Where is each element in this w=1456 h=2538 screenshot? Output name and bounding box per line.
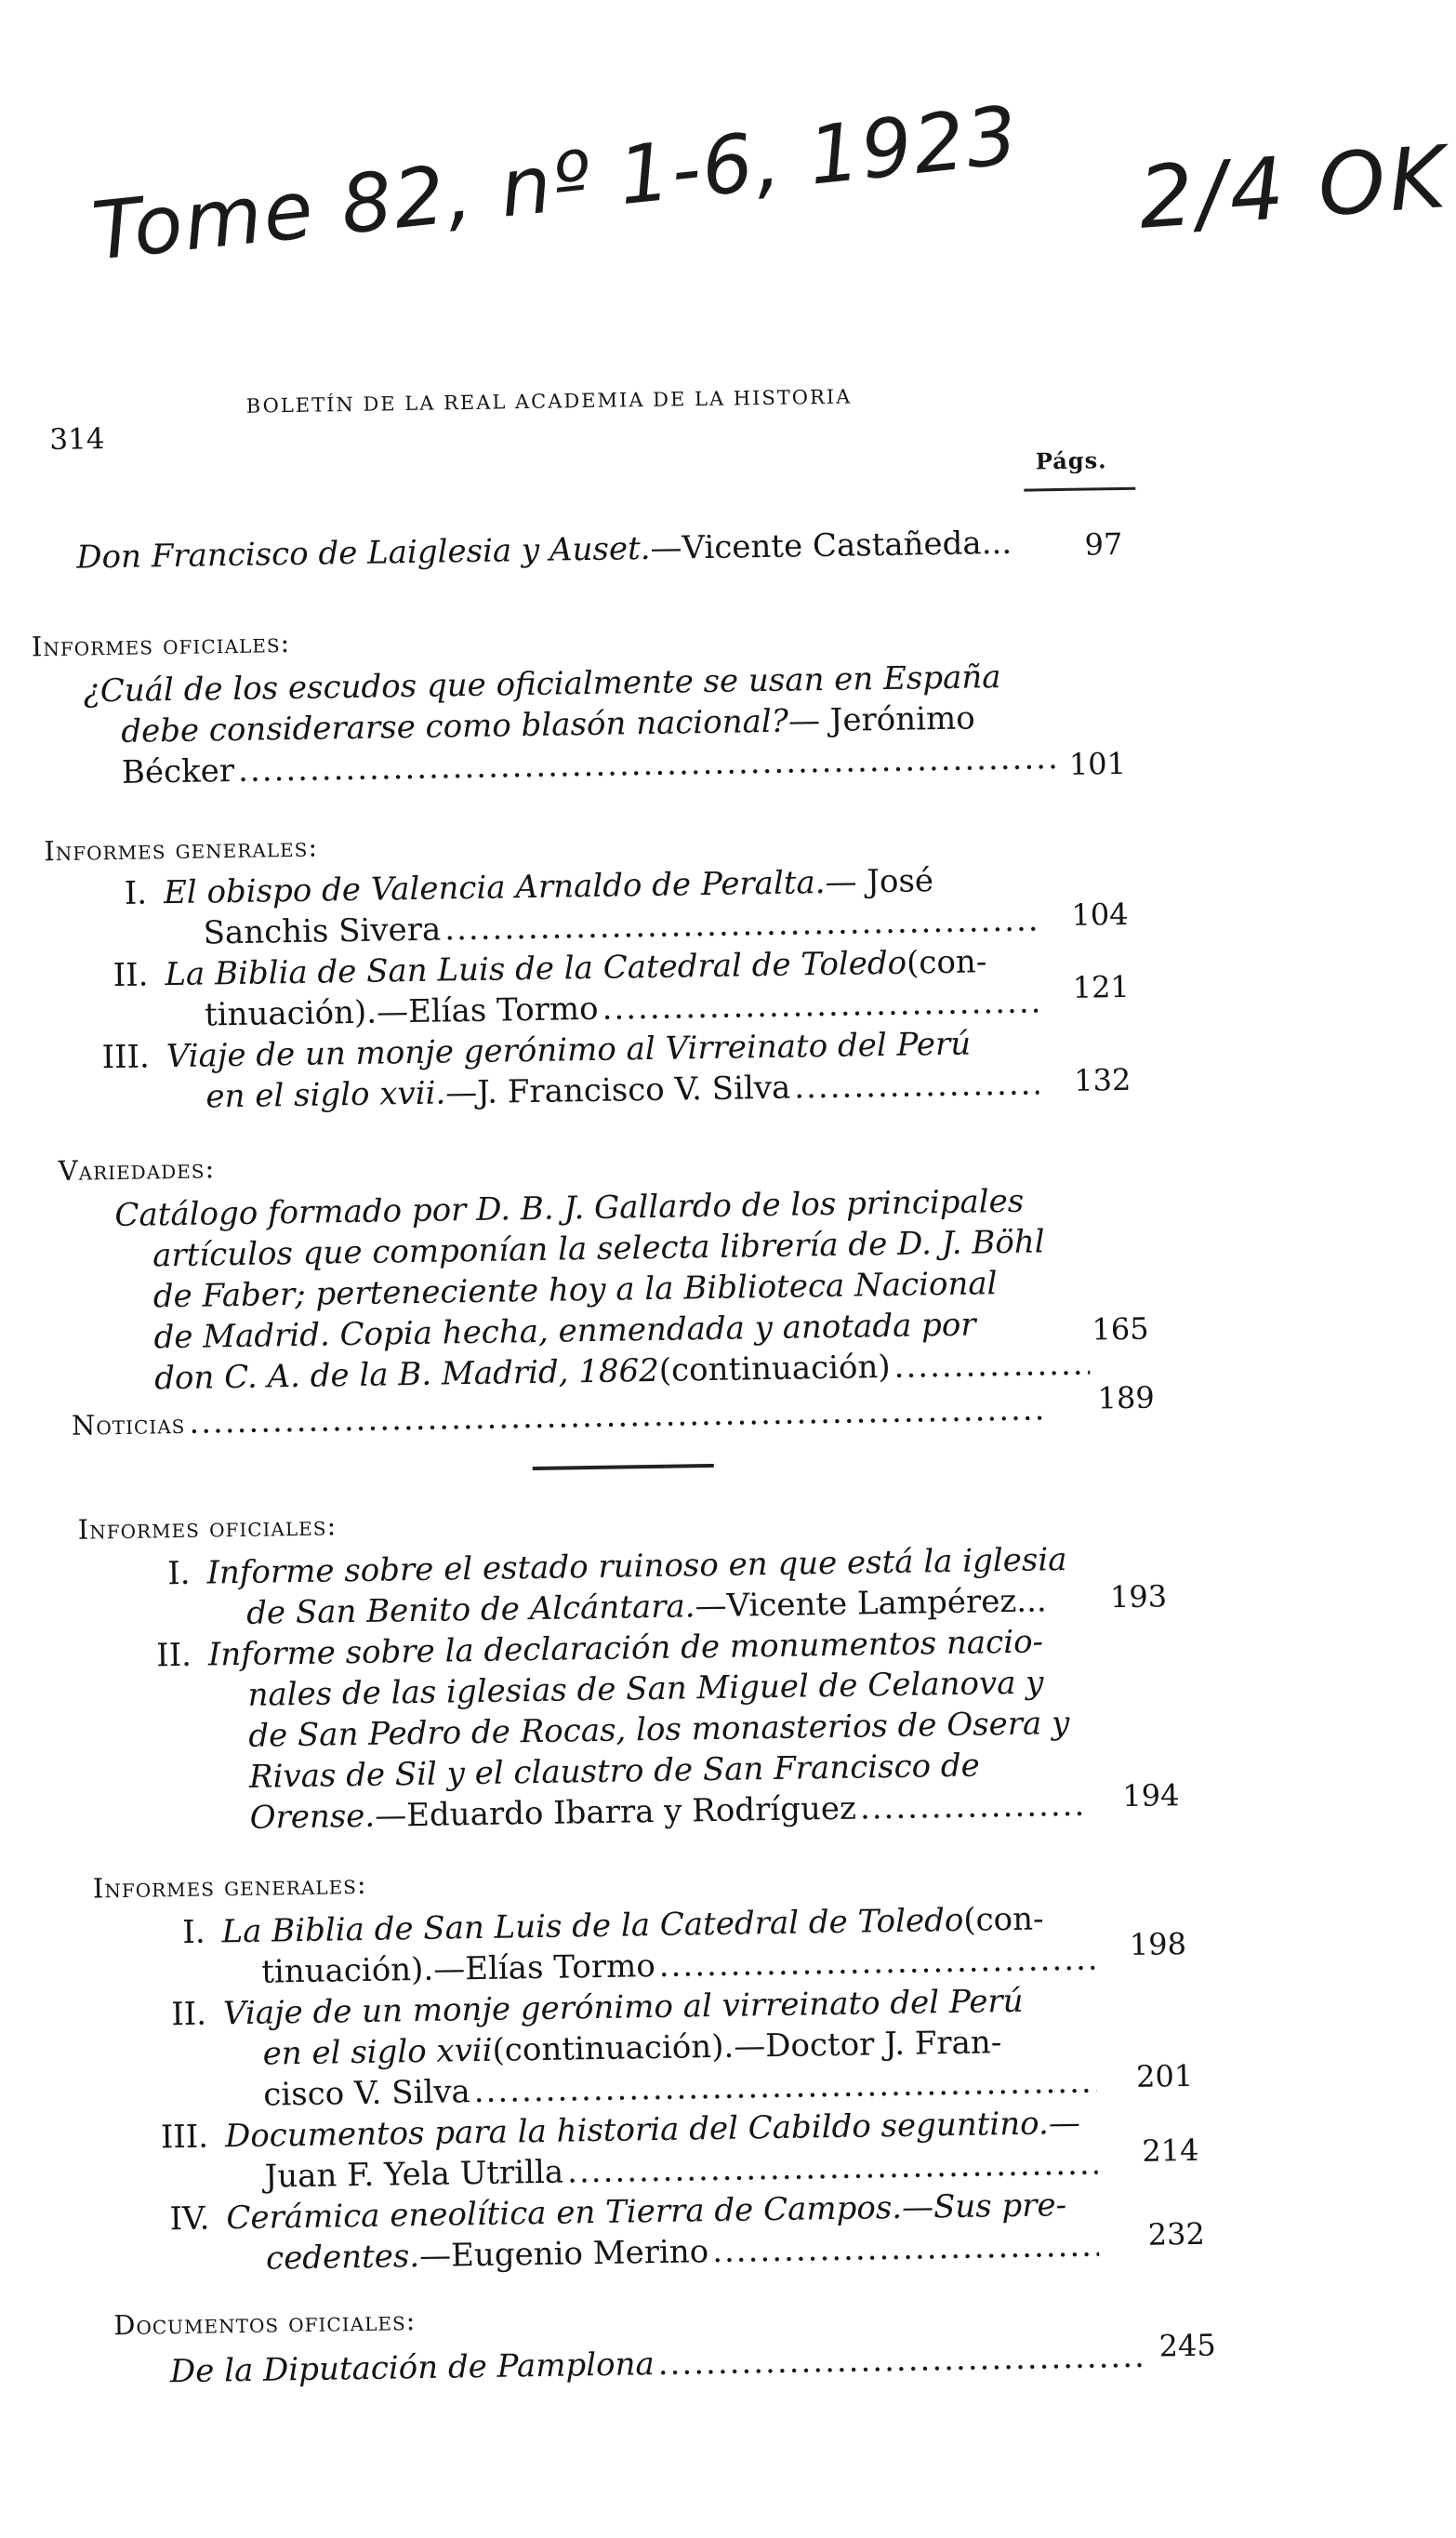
page-ref: 189 (1097, 1379, 1155, 1416)
section-heading: Variedades: (58, 1152, 216, 1187)
section-heading: Documentos oficiales: (113, 2305, 417, 2342)
toc-entry-cabildo[interactable]: III. Documentos para la historia del Cabildo seguntino.— Juan F. Yela Utrilla ..... (125, 2103, 1102, 2199)
toc-entry-noticias[interactable]: Noticias ..... (72, 1389, 1049, 1445)
toc-entry-viaje[interactable]: III. Viaje de un monje gerónimo al Virreinato del Perú en el siglo xvii. —J. Francisco V. Silva ..... (65, 1022, 1042, 1119)
page-ref: 165 (1092, 1310, 1149, 1348)
dot-leader (657, 2336, 1143, 2385)
page-ref: 101 (1068, 745, 1127, 782)
dot-leader (794, 1063, 1039, 1108)
dot-leader (860, 1785, 1083, 1829)
section-divider (533, 1464, 714, 1470)
toc-entry-pamplona[interactable]: De la Diputación de Pamplona ..... (170, 2336, 1147, 2392)
page-ref: 132 (1073, 1061, 1132, 1098)
section-heading: Informes generales: (92, 1867, 367, 1905)
page-ref: 104 (1071, 896, 1129, 933)
section-heading: Informes oficiales: (31, 627, 291, 663)
page-ref: 193 (1109, 1578, 1168, 1615)
page-ref: 194 (1122, 1777, 1180, 1814)
page-ref: 97 (1084, 525, 1123, 563)
page-ref: 214 (1142, 2132, 1199, 2169)
dot-leader (602, 981, 1038, 1029)
dot-leader (189, 1389, 1044, 1442)
dot-leader (893, 1344, 1090, 1388)
page-number: 314 (49, 422, 105, 458)
running-title: BOLETÍN DE LA REAL ACADEMIA DE LA HISTORIA (245, 385, 853, 418)
toc-entry-biblia-2[interactable]: I. La Biblia de San Luis de la Catedral de Toledo (con- tinuación).—Elías Tormo ..... (121, 1898, 1098, 1995)
section-heading: Informes generales: (44, 830, 319, 868)
section-heading: Informes oficiales: (77, 1509, 338, 1546)
page-ref: 245 (1158, 2327, 1216, 2364)
handwritten-status-note: 2/4 OK (1135, 126, 1452, 248)
pags-rule (1024, 487, 1135, 492)
dot-leader (658, 1939, 1094, 1987)
toc-entry-monumentos[interactable]: II. Informe sobre la declaración de monumentos nacio- nales de las iglesias de San Miguel de Celanova y de San Pedro de Rocas, los monasterios de Osera y Rivas de Sil y el claustro de San Francisco de Orense. —Eduardo Ibarra y Rodríguez ..... (108, 1621, 1087, 1840)
handwritten-volume-note: Tome 82, nº 1-6, 1923 (87, 88, 1024, 279)
toc-entry-escudos[interactable]: ¿Cuál de los escudos que oficialmente se usan en España debe considerarse como blasón nacional? — Jerónimo Bécker ..... (83, 656, 1061, 793)
toc-entry-castaneda[interactable]: Don Francisco de Laiglesia y Auset. —Vicente Castañeda... (76, 524, 1013, 577)
dot-leader (712, 2226, 1100, 2273)
toc-entry-peralta[interactable]: I. El obispo de Valencia Arnaldo de Peralta. — José Sanchis Sivera ..... (63, 858, 1040, 955)
toc-entry-biblia[interactable]: II. La Biblia de San Luis de la Catedral de Toledo (con- tinuación).—Elías Tormo ..... (64, 940, 1041, 1037)
page-ref: 232 (1147, 2215, 1206, 2252)
toc-entry-ceramica[interactable]: IV. Cerámica eneolítica en Tierra de Campos.—Sus pre- cedentes. —Eugenio Merino ..... (126, 2184, 1103, 2280)
toc-entry-viaje-2[interactable]: II. Viaje de un monje gerónimo al virreinato del Perú en el siglo xvii (continuación).—Doctor J. Fran- cisco V. Silva ..... (123, 1980, 1101, 2118)
toc-entry-san-benito[interactable]: I. Informe sobre el estado ruinoso en que está la iglesia de San Benito de Alcántara. —Vicente Lampérez... (166, 1541, 1067, 1632)
page-ref: 201 (1135, 2057, 1194, 2094)
page-ref: 198 (1129, 1926, 1187, 1962)
pags-column-label: Págs. (1035, 446, 1107, 475)
toc-entry-catalogo[interactable]: Catálogo formado por D. B. J. Gallardo de los principales artículos que componían la selecta librería de D. J. Böhl de Faber; perteneciente hoy a la Biblioteca Nacional de Madrid. Copia hecha, enmendada y anotada por don C. A. de la B. Madrid, 1862 (continuación) ..... (114, 1180, 1093, 1400)
page-ref: 121 (1072, 968, 1131, 1005)
